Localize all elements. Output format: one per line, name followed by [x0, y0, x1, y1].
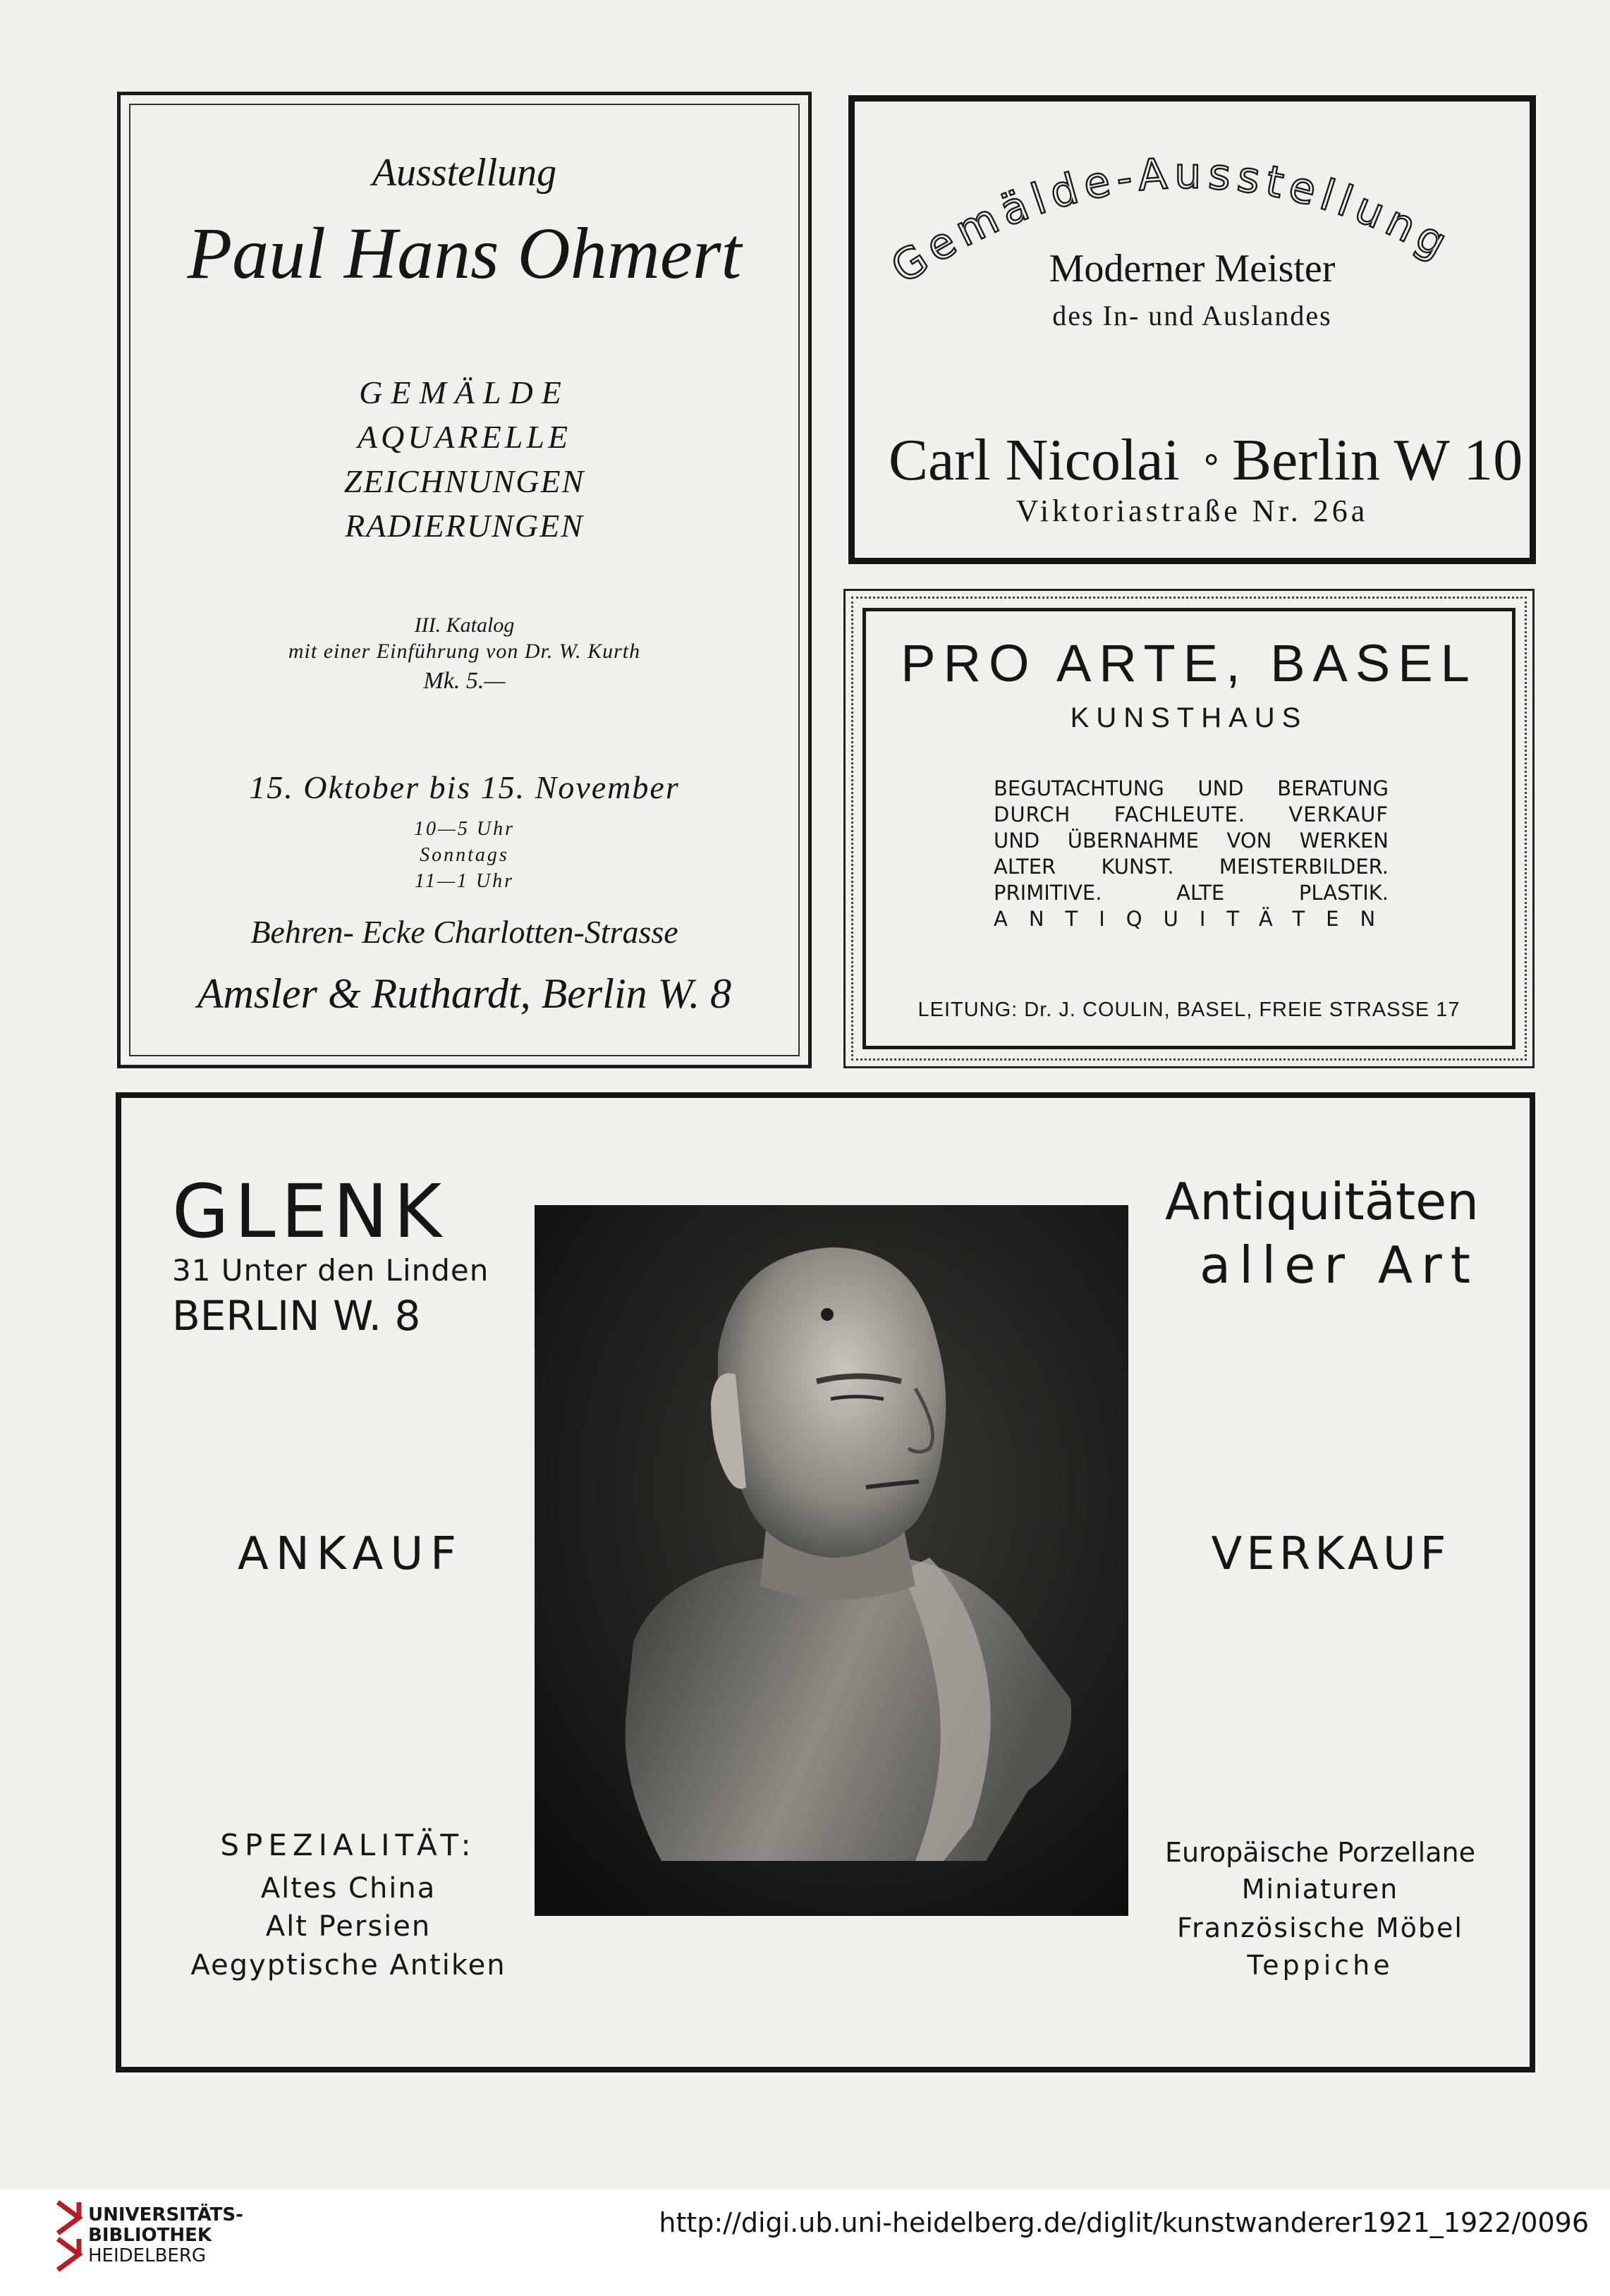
ad-nicolai	[848, 95, 1536, 564]
library-name-line: HEIDELBERG	[88, 2245, 207, 2266]
right-list-item: Französische Möbel	[1177, 1912, 1463, 1943]
nicolai-line-2: des In- und Auslandes	[1052, 300, 1332, 331]
glenk-buy: ANKAUF	[238, 1528, 463, 1580]
ohmert-heading: Ausstellung	[372, 151, 557, 195]
right-list-item: Teppiche	[1247, 1950, 1393, 1981]
library-name-line: UNIVERSITÄTS-	[88, 2204, 243, 2225]
catalog-line: mit einer Einführung von Dr. W. Kurth	[288, 640, 641, 663]
special-item: Aegyptische Antiken	[190, 1949, 506, 1981]
proarte-title: PRO ARTE, BASEL	[901, 634, 1477, 692]
hours-line: 10—5 Uhr	[413, 818, 515, 840]
glenk-city: BERLIN W. 8	[172, 1292, 421, 1340]
glenk-sell: VERKAUF	[1211, 1528, 1451, 1580]
catalog-price: Mk. 5.—	[423, 668, 506, 694]
ad-ohmert	[117, 92, 812, 1068]
gallery-address: Behren- Ecke Charlotten-Strasse	[250, 914, 678, 950]
special-item: Altes China	[260, 1872, 437, 1905]
work-item: GEMÄLDE	[359, 374, 570, 410]
special-heading: SPEZIALITÄT:	[220, 1828, 477, 1862]
glenk-right-2: aller Art	[1200, 1235, 1479, 1295]
service-line: ALTER KUNST. MEISTERBILDER.	[994, 855, 1389, 879]
service-line: DURCH FACHLEUTE. VERKAUF	[994, 802, 1389, 826]
hours-line: 11—1 Uhr	[415, 870, 514, 892]
service-line: PRIMITIVE. ALTE PLASTIK.	[994, 881, 1389, 905]
ad-proarte	[843, 589, 1535, 1068]
nicolai-name: Carl Nicolai	[889, 427, 1180, 493]
library-name	[88, 2205, 243, 2266]
service-line: UND ÜBERNAHME VON WERKEN	[994, 829, 1389, 853]
nicolai-separator: ∘	[1200, 439, 1223, 479]
ohmert-artist: Paul Hans Ohmert	[187, 213, 742, 294]
ub-heidelberg-logo-icon	[51, 2197, 93, 2276]
work-item: AQUARELLE	[357, 419, 572, 455]
service-line: ANTIQUITÄTEN	[994, 907, 1397, 931]
arc-heading-text: Gemälde-Ausstellung	[882, 149, 1460, 294]
nicolai-city: Berlin W 10	[1232, 427, 1523, 493]
proarte-footer: LEITUNG: Dr. J. COULIN, BASEL, FREIE STRASSE 17	[917, 999, 1460, 1021]
proarte-services	[994, 776, 1397, 932]
bust-photo	[535, 1205, 1128, 1916]
right-list-item: Miniaturen	[1241, 1874, 1399, 1905]
exhibition-dates: 15. Oktober bis 15. November	[249, 769, 680, 805]
catalog-line: III. Katalog	[414, 613, 515, 637]
glenk-street: 31 Unter den Linden	[172, 1253, 489, 1288]
work-item: ZEICHNUNGEN	[343, 463, 585, 499]
glenk-name: GLENK	[172, 1168, 448, 1254]
proarte-subtitle: KUNSTHAUS	[1070, 702, 1308, 733]
special-item: Alt Persien	[265, 1910, 432, 1943]
hours-line: Sonntags	[420, 844, 509, 866]
nicolai-street: Viktoriastraße Nr. 26a	[1016, 494, 1369, 528]
gallery-name: Amsler & Ruthardt, Berlin W. 8	[197, 970, 732, 1017]
footer-bar	[0, 2190, 1610, 2296]
ad-glenk	[116, 1092, 1535, 2072]
right-list-item: Europäische Porzellane	[1165, 1837, 1475, 1868]
glenk-right-1: Antiquitäten	[1165, 1172, 1479, 1231]
source-url-link[interactable]: http://digi.ub.uni-heidelberg.de/diglit/kunstwanderer1921_1922/0096	[659, 2207, 1589, 2238]
work-item: RADIERUNGEN	[345, 508, 584, 544]
service-line: BEGUTACHTUNG UND BERATUNG	[994, 776, 1389, 800]
library-name-line: BIBLIOTHEK	[88, 2225, 212, 2246]
nicolai-line-1: Moderner Meister	[1049, 247, 1336, 291]
